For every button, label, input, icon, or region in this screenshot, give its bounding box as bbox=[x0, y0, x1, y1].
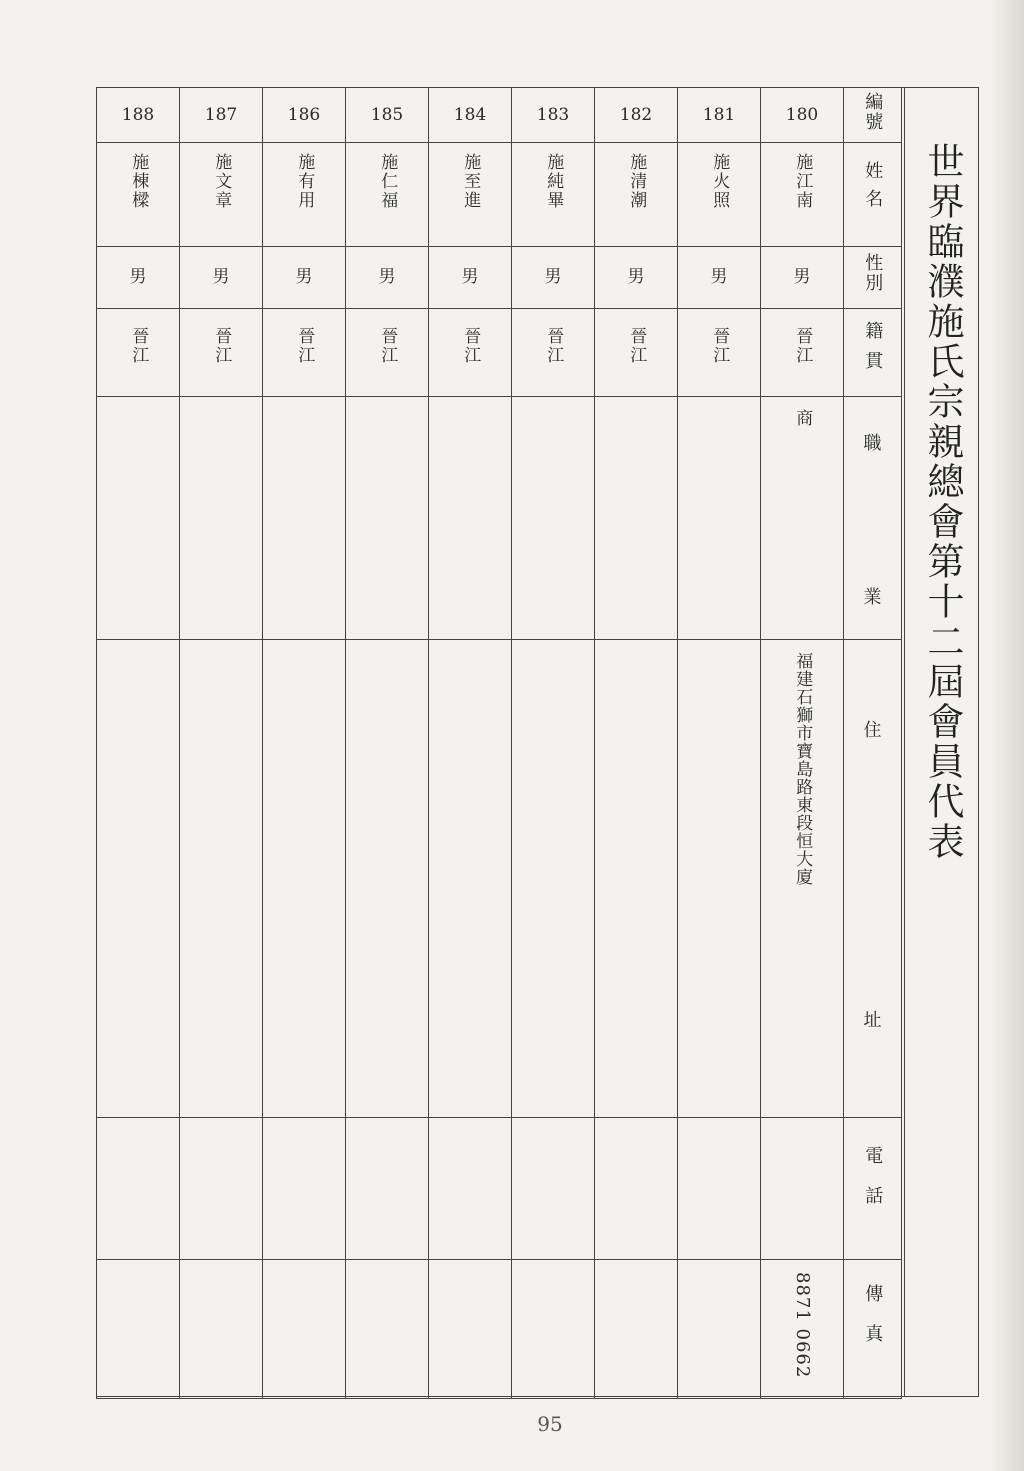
page-number: 95 bbox=[537, 1412, 563, 1436]
cell-gender: 男 bbox=[678, 247, 761, 309]
outer-frame bbox=[96, 87, 979, 1397]
cell-gender: 男 bbox=[346, 247, 429, 309]
origin-text: 晉江 bbox=[460, 327, 481, 365]
cell-gender: 男 bbox=[595, 247, 678, 309]
header-address-label-2: 址 bbox=[863, 1010, 882, 1031]
cell-gender: 男 bbox=[761, 247, 844, 309]
cell-number: 182 bbox=[595, 88, 678, 143]
cell-gender: 男 bbox=[512, 247, 595, 309]
cell-number: 184 bbox=[429, 88, 512, 143]
origin-text: 晉江 bbox=[211, 327, 232, 365]
origin-text: 晉江 bbox=[128, 327, 149, 365]
cell-number: 185 bbox=[346, 88, 429, 143]
cell-gender: 男 bbox=[97, 247, 180, 309]
name-text: 施有用 bbox=[294, 153, 315, 210]
header-occupation-label-1: 職 bbox=[863, 433, 882, 454]
origin-text: 晉江 bbox=[294, 327, 315, 365]
address-text: 福建石獅市寶島路東段恒大廈 bbox=[792, 652, 813, 886]
header-number-label: 編號 bbox=[862, 92, 884, 132]
cell-gender: 男 bbox=[429, 247, 512, 309]
origin-text: 晉江 bbox=[543, 327, 564, 365]
header-address-label-1: 住 bbox=[863, 720, 882, 741]
header-phone-label: 電話 bbox=[862, 1146, 884, 1226]
origin-text: 晉江 bbox=[709, 327, 730, 365]
header-name-label: 姓名 bbox=[862, 161, 884, 217]
name-text: 施至進 bbox=[460, 153, 481, 210]
cell-number: 183 bbox=[512, 88, 595, 143]
origin-text: 晉江 bbox=[626, 327, 647, 365]
name-text: 施火照 bbox=[709, 153, 730, 210]
cell-number: 187 bbox=[180, 88, 263, 143]
name-text: 施文章 bbox=[211, 153, 232, 210]
header-origin-label: 籍貫 bbox=[862, 321, 884, 381]
cell-number: 181 bbox=[678, 88, 761, 143]
name-text: 施仁福 bbox=[377, 153, 398, 210]
name-text: 施純畢 bbox=[543, 153, 564, 210]
header-occupation-label-2: 業 bbox=[863, 587, 882, 608]
cell-gender: 男 bbox=[180, 247, 263, 309]
page-title: 世界臨濮施氏宗親總會第十二屆會員代表 bbox=[921, 142, 964, 862]
origin-text: 晉江 bbox=[377, 327, 398, 365]
name-text: 施江南 bbox=[792, 153, 813, 210]
cell-gender: 男 bbox=[263, 247, 346, 309]
page-edge-shadow bbox=[990, 0, 1024, 1471]
cell-number: 186 bbox=[263, 88, 346, 143]
cell-number: 180 bbox=[761, 88, 844, 143]
name-text: 施棟樑 bbox=[128, 153, 149, 210]
name-text: 施清潮 bbox=[626, 153, 647, 210]
fax-text: 8871 0662 bbox=[791, 1272, 813, 1379]
occupation-text: 商 bbox=[792, 409, 813, 428]
origin-text: 晉江 bbox=[792, 327, 813, 365]
cell-number: 188 bbox=[97, 88, 180, 143]
header-gender-label: 性別 bbox=[862, 253, 884, 293]
header-fax-label: 傳真 bbox=[862, 1284, 884, 1364]
